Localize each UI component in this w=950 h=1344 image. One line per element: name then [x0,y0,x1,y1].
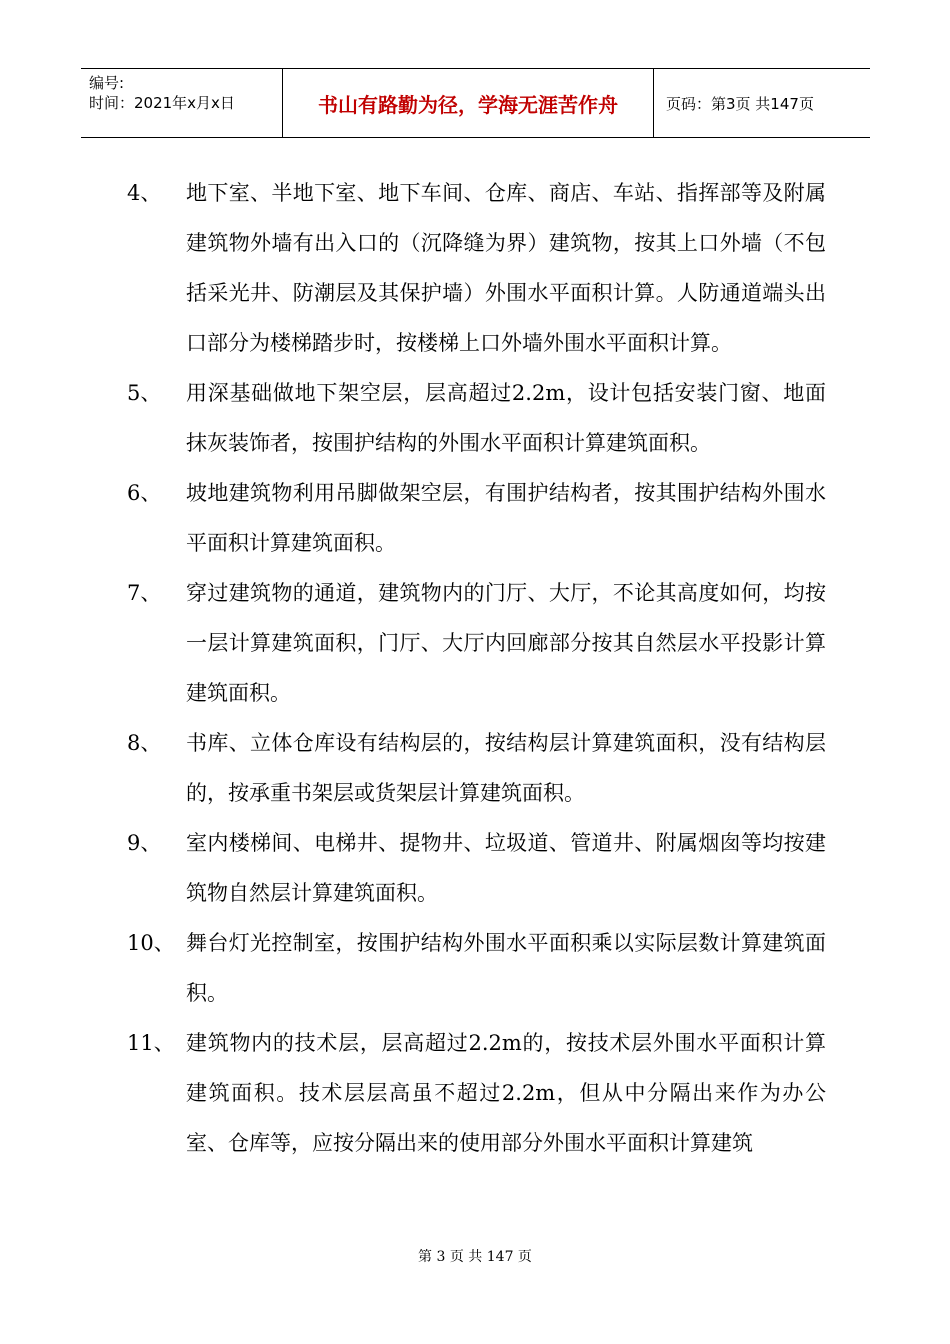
list-item [0,1018,950,1168]
header-motto: 书山有路勤为径，学海无涯苦作舟 [283,69,654,137]
page-header [81,68,870,138]
list-item [0,818,950,918]
list-item [0,168,950,368]
list-item [0,918,950,1018]
header-page-info: 页码：第3页 共147页 [666,94,814,113]
list-item [0,718,950,818]
item-number: 10、 [127,931,175,955]
item-text: 用深基础做地下架空层，层高超过2.2m，设计包括安装门窗、地面抹灰装饰者，按围护结构的外围水平面积计算建筑面积。 [186,381,826,455]
item-text: 室内楼梯间、电梯井、提物井、垃圾道、管道井、附属烟囱等均按建筑物自然层计算建筑面积。 [186,831,826,905]
item-text: 建筑物内的技术层，层高超过2.2m的，按技术层外围水平面积计算建筑面积。技术层层高虽不超过2.2m，但从中分隔出来作为办公室、仓库等，应按分隔出来的使用部分外围水平面积计算建筑 [186,1031,826,1155]
item-text: 舞台灯光控制室，按围护结构外围水平面积乘以实际层数计算建筑面积。 [186,931,826,1005]
item-number: 7、 [127,581,162,605]
document-body [0,168,950,1168]
document-code-label: 编号: [89,74,125,92]
item-text: 穿过建筑物的通道，建筑物内的门厅、大厅，不论其高度如何，均按一层计算建筑面积，门厅、大厅内回廊部分按其自然层水平投影计算建筑面积。 [186,581,826,705]
item-number: 11、 [127,1031,175,1055]
item-number: 6、 [127,481,162,505]
header-left-cell [81,69,283,137]
item-number: 8、 [127,731,162,755]
item-text: 坡地建筑物利用吊脚做架空层，有围护结构者，按其围护结构外围水平面积计算建筑面积。 [186,481,826,555]
document-date: 时间：2021年x月x日 [89,94,235,112]
item-number: 4、 [127,181,162,205]
list-item [0,468,950,568]
item-number: 9、 [127,831,162,855]
list-item [0,568,950,718]
item-text: 书库、立体仓库设有结构层的，按结构层计算建筑面积，没有结构层的，按承重书架层或货架层计算建筑面积。 [186,731,826,805]
page-footer: 第 3 页 共 147 页 [418,1249,532,1265]
list-item [0,368,950,468]
item-number: 5、 [127,381,162,405]
item-text: 地下室、半地下室、地下车间、仓库、商店、车站、指挥部等及附属建筑物外墙有出入口的（沉降缝为界）建筑物，按其上口外墙（不包括采光井、防潮层及其保护墙）外围水平面积计算。人防通道端头出口部分为楼梯踏步时，按楼梯上口外墙外围水平面积计算。 [186,181,826,355]
